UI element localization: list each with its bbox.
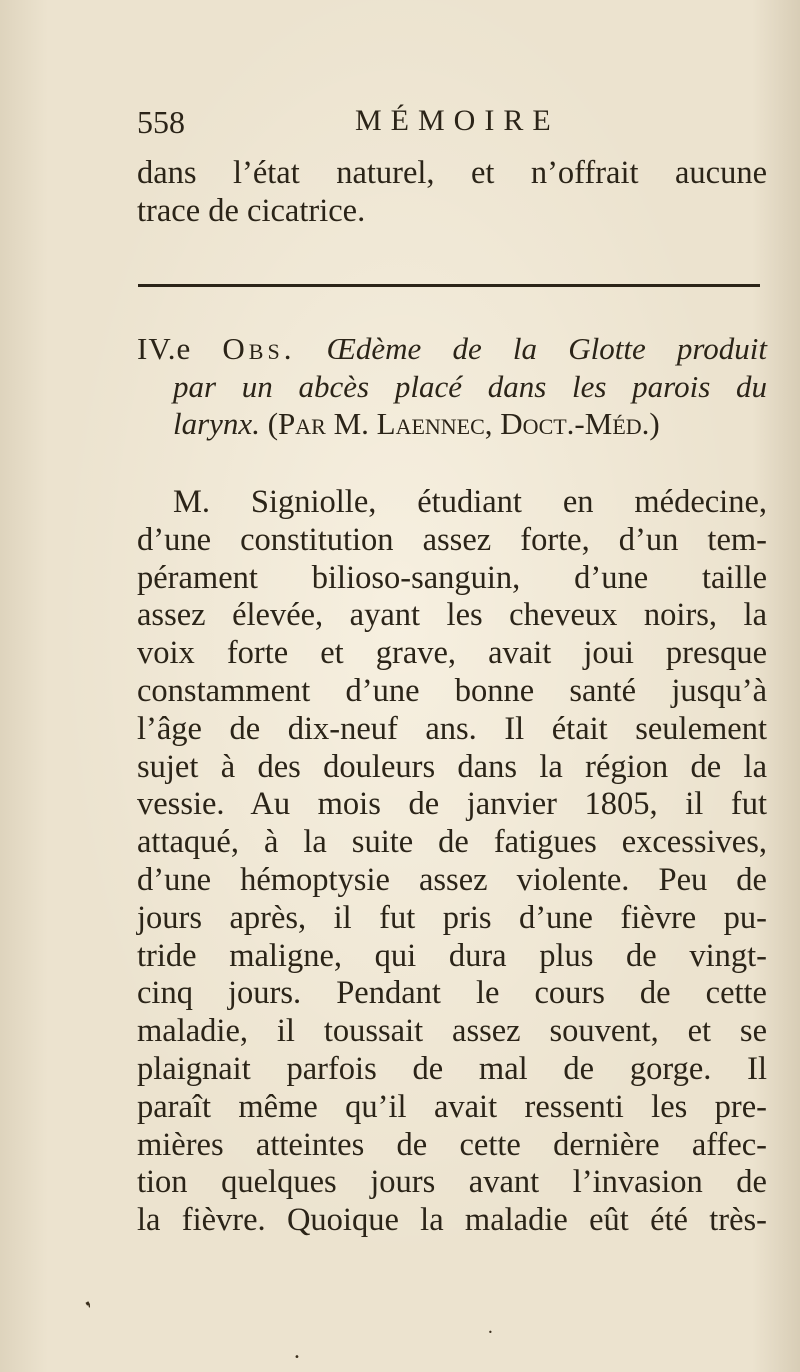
text-line: trace de cicatrice. <box>137 192 366 229</box>
text-line: la fièvre. Quoique la maladie eût été très- <box>137 1202 767 1239</box>
running-head: MÉMOIRE <box>355 104 560 137</box>
ink-speck: • <box>488 1328 493 1337</box>
text-line: assez élevée, ayant les cheveux noirs, la <box>137 597 767 634</box>
text-line: d’une hémoptysie assez violente. Peu de <box>137 861 767 898</box>
text-line: vessie. Au mois de janvier 1805, il fut <box>137 786 767 823</box>
text-line: voix forte et grave, avait joui presque <box>137 635 767 672</box>
text-line: paraît même qu’il avait ressenti les pre- <box>137 1088 767 1125</box>
page-header <box>137 104 757 144</box>
text-line: tride maligne, qui dura plus de vingt- <box>137 937 767 974</box>
observation-title: par un abcès placé dans les parois du <box>173 368 767 404</box>
observation-title: larynx. <box>173 406 260 441</box>
text-line: plaignait parfois de mal de gorge. Il <box>137 1050 767 1087</box>
text-line: sujet à des douleurs dans la région de la <box>137 748 767 785</box>
ink-speck: • <box>294 1352 300 1363</box>
text-line: attaqué, à la suite de fatigues excessives, <box>137 824 767 861</box>
observation-number: IV.e <box>137 331 192 366</box>
text-line: pérament bilioso-sanguin, d’une taille <box>137 559 767 596</box>
text-line: mières atteintes de cette dernière affec- <box>137 1126 767 1163</box>
text-line: maladie, il toussait assez souvent, et se <box>137 1013 767 1050</box>
text-line: d’une constitution assez forte, d’un tem- <box>137 521 767 558</box>
body-paragraph <box>137 484 767 1240</box>
section-divider <box>138 284 760 287</box>
observation-abbr: Obs. <box>222 331 296 366</box>
observation-author: (Par M. Laennec, Doct.-Méd.) <box>267 406 660 441</box>
text-line: cinq jours. Pendant le cours de cette <box>137 975 767 1012</box>
observation-title: Œdème de la Glotte produit <box>326 331 768 366</box>
text-line: tion quelques jours avant l’invasion de <box>137 1164 767 1201</box>
text-line: jours après, il fut pris d’une fièvre pu- <box>137 899 767 936</box>
text-line: l’âge de dix-neuf ans. Il était seulement <box>137 710 767 747</box>
ink-speck: ❜ <box>83 1297 99 1320</box>
continuation-paragraph <box>137 155 767 231</box>
text-line: dans l’état naturel, et n’offrait aucune <box>137 155 767 191</box>
text-line: constamment d’une bonne santé jusqu’à <box>137 672 767 709</box>
page-number: 558 <box>137 104 185 140</box>
text-line: M. Signiolle, étudiant en médecine, <box>173 484 767 520</box>
observation-heading <box>137 330 767 443</box>
